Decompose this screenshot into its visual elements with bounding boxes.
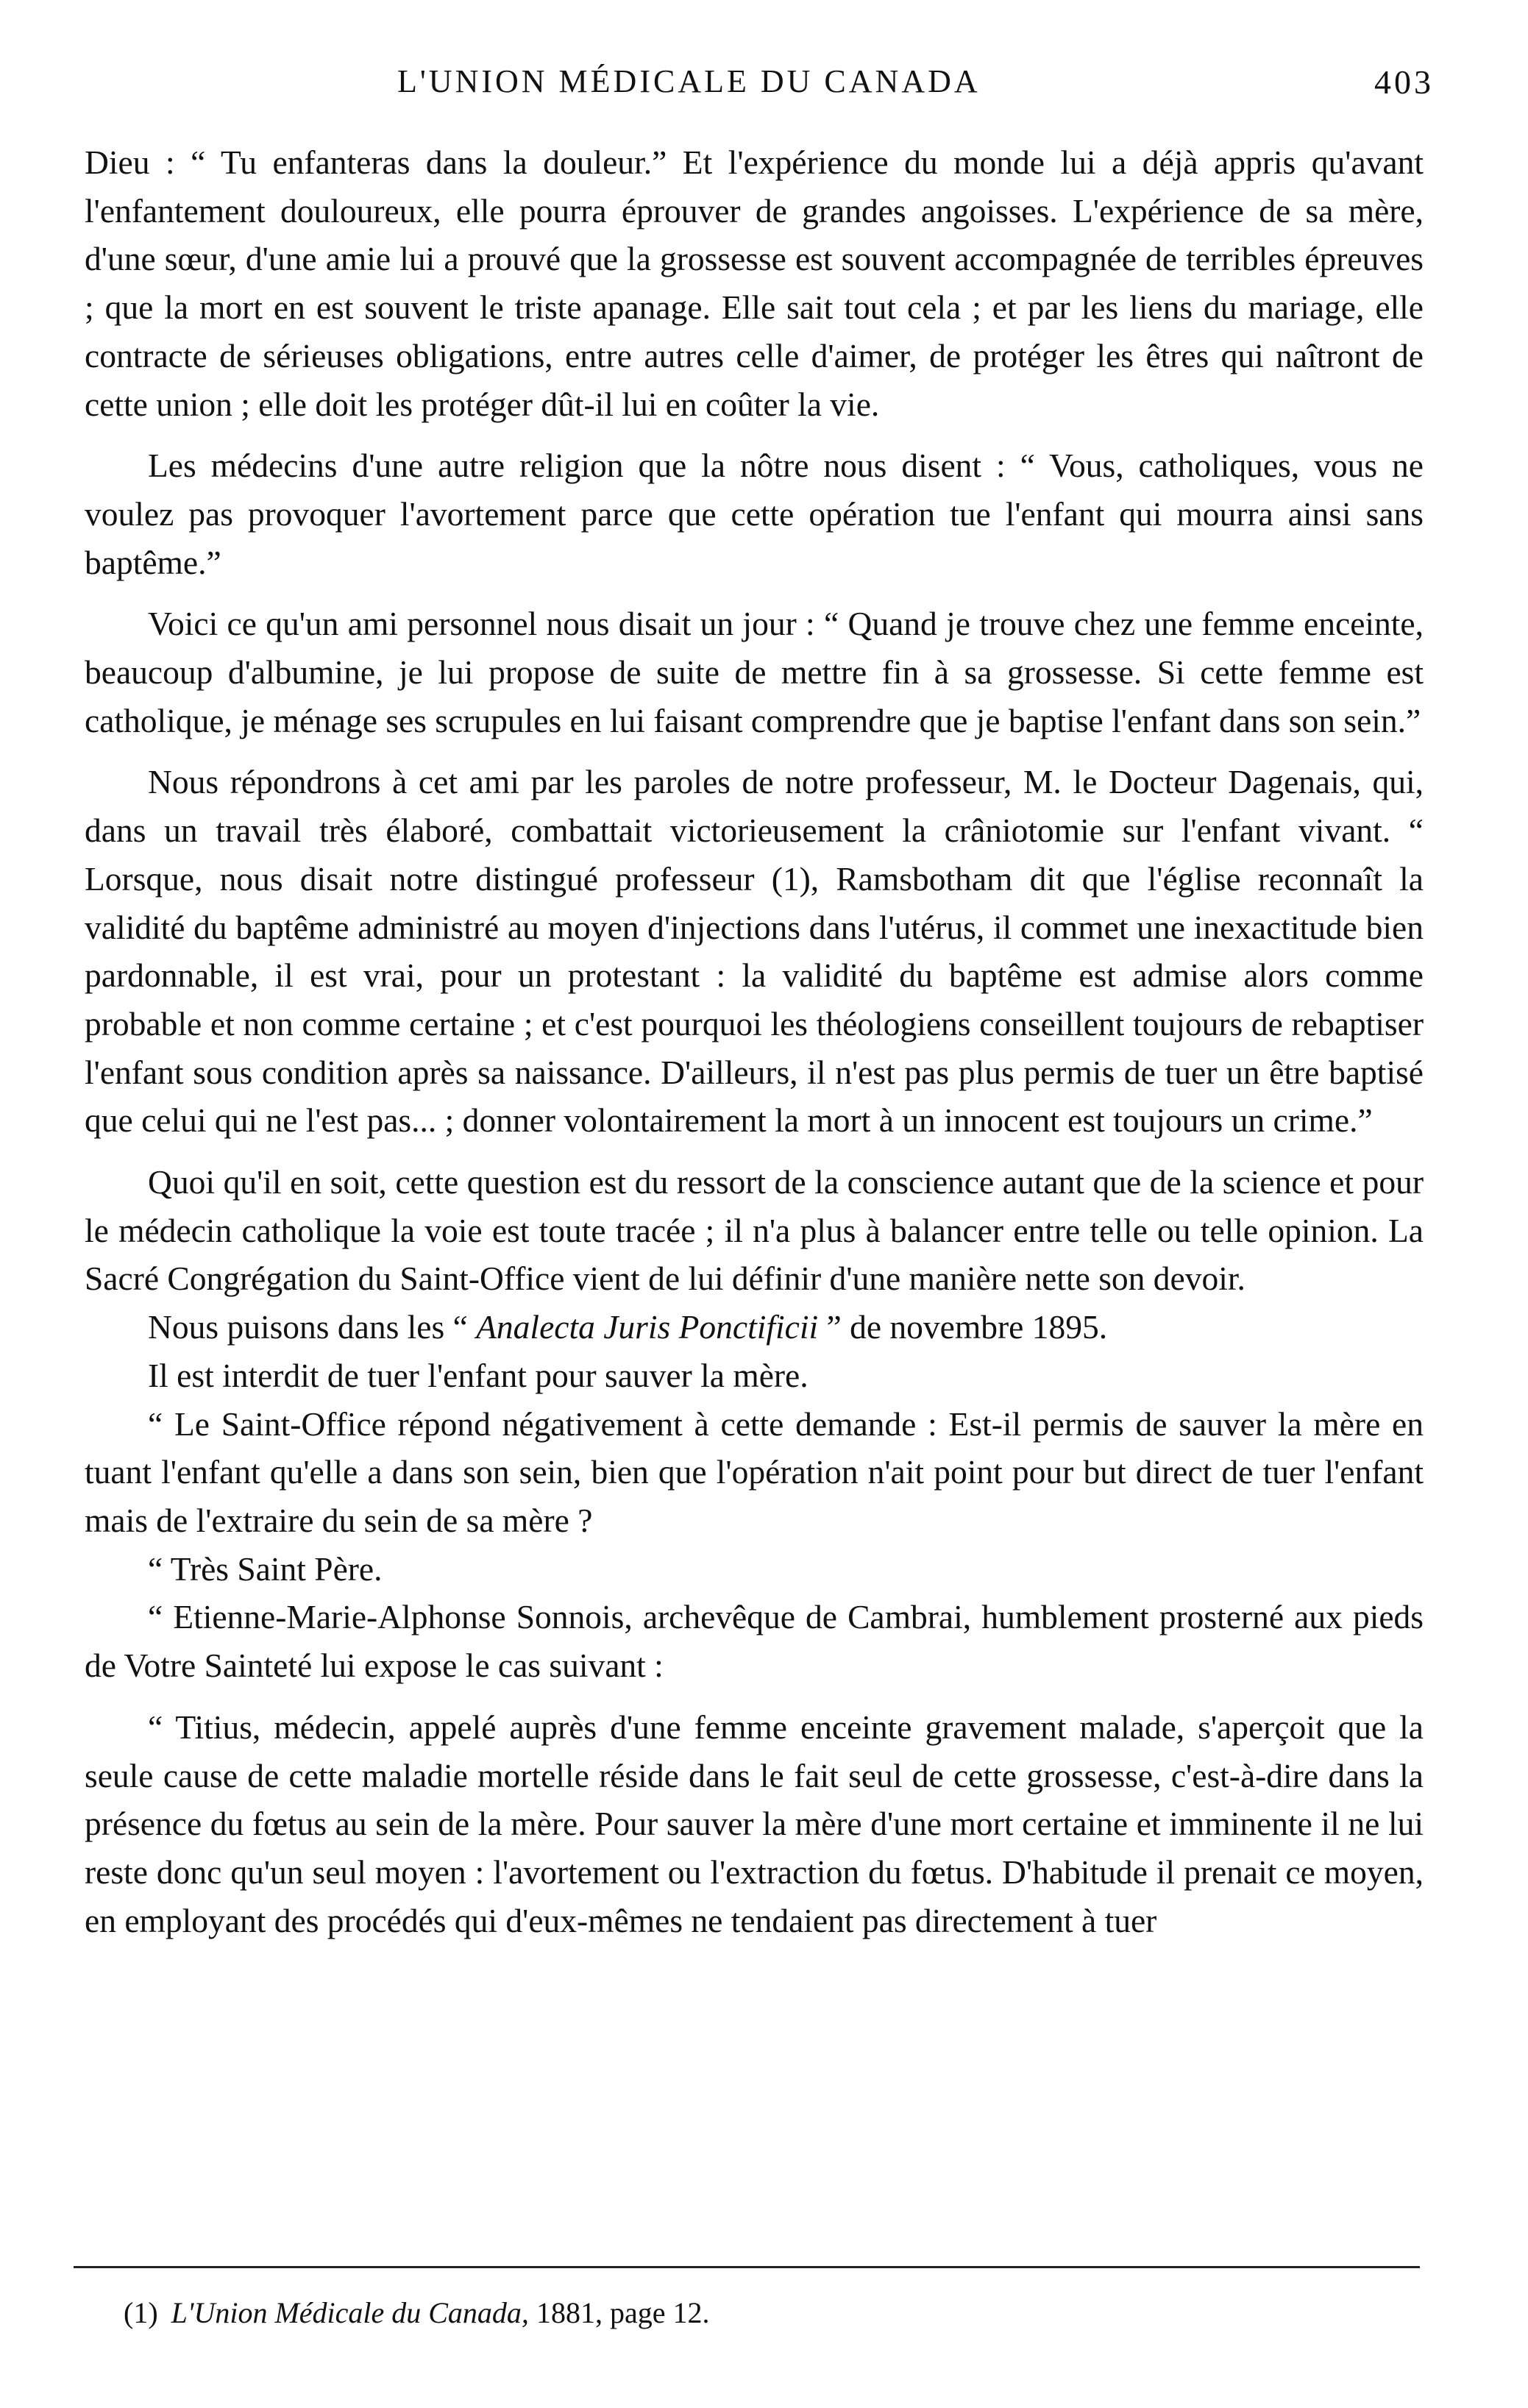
paragraph-8: “ Le Saint-Office répond négativement à cette demande : Est-il permis de sauver la mère en tuant l'enfant qu'elle a dans son sein, bien que l'opération n'ait point pour but direct de tuer l'enfant mais de l'extraire du sein de sa mère ?: [85, 1404, 1424, 1539]
paragraph-6-before: Nous puisons dans les “: [148, 1308, 477, 1346]
paragraph-6: [85, 1303, 1424, 1352]
running-header: [0, 63, 1528, 114]
footnote-divider: [74, 2266, 1420, 2268]
paragraph-10: “ Etienne-Marie-Alphonse Sonnois, archevêque de Cambrai, humblement prosterné aux pieds de Votre Sainteté lui expose le cas suivant :: [85, 1598, 1424, 1685]
paragraph-11: “ Titius, médecin, appelé auprès d'une femme enceinte gravement malade, s'aperçoit que la seule cause de cette maladie mortelle réside dans le fait seul de cette grossesse, c'est-à-dire dans la présence du fœtus au sein de la mère. Pour sauver la mère d'une mort certaine et imminente il ne lui reste donc qu'un seul moyen : l'avortement ou l'extraction du fœtus. D'habitude il prenait ce moyen, en employant des procédés qui d'eux-mêmes ne tendaient pas directement à tuer: [85, 1708, 1424, 1939]
paragraph-2: Les médecins d'une autre religion que la nôtre nous disent : “ Vous, catholiques, vous ne voulez pas provoquer l'avortement parce que cette opération tue l'enfant qui mourra ainsi sans baptême.”: [85, 447, 1424, 581]
paragraph-5: Quoi qu'il en soit, cette question est du ressort de la conscience autant que de la science et pour le médecin catholique la voie est toute tracée ; il n'a plus à balancer entre telle ou telle opinion. La Sacré Congrégation du Saint-Office vient de lui définir d'une manière nette son devoir.: [85, 1163, 1424, 1298]
paragraph-4: Nous répondrons à cet ami par les paroles de notre professeur, M. le Docteur Dagenais, qui, dans un travail très élaboré, combattait victorieusement la crâniotomie sur l'enfant vivant. “ Lorsque, nous disait notre distingué professeur (1), Ramsbotham dit que l'église reconnaît la validité du baptême administré au moyen d'injections dans l'utérus, il commet une inexactitude bien pardonnable, il est vrai, pour un protestant : la validité du baptême est admise alors comme probable et non comme certaine ; et c'est pourquoi les théologiens conseillent toujours de rebaptiser l'enfant sous condition après sa naissance. D'ailleurs, il n'est pas plus permis de tuer un être baptisé que celui qui ne l'est pas... ; donner volontairement la mort à un innocent est toujours un crime.”: [85, 763, 1424, 1140]
paragraph-3: Voici ce qu'un ami personnel nous disait un jour : “ Quand je trouve chez une femme enceinte, beaucoup d'albumine, je lui propose de suite de mettre fin à sa grossesse. Si cette femme est catholique, je ménage ses scrupules en lui faisant comprendre que je baptise l'enfant dans son sein.”: [85, 605, 1424, 739]
page-number: 403: [1374, 63, 1434, 101]
footnote: [124, 2294, 709, 2332]
journal-title: Analecta Juris Ponctificii: [476, 1308, 819, 1346]
body-text: [85, 138, 1424, 1944]
footnote-source: L'Union Médicale du Canada,: [171, 2296, 529, 2329]
paragraph-6-after: ” de novembre 1895.: [818, 1308, 1108, 1346]
footnote-marker: (1): [124, 2296, 158, 2329]
paragraph-7: Il est interdit de tuer l'enfant pour sauver la mère.: [148, 1356, 809, 1394]
running-title: L'UNION MÉDICALE DU CANADA: [397, 63, 981, 99]
paragraph-1: Dieu : “ Tu enfanteras dans la douleur.” Et l'expérience du monde lui a déjà appris qu'avant l'enfantement douloureux, elle pourra éprouver de grandes angoisses. L'expérience de sa mère, d'une sœur, d'une amie lui a prouvé que la grossesse est souvent accompagnée de terribles épreuves ; que la mort en est souvent le triste apanage. Elle sait tout cela ; et par les liens du mariage, elle contracte de sérieuses obligations, entre autres celle d'aimer, de protéger les êtres qui naîtront de cette union ; elle doit les protéger dût-il lui en coûter la vie.: [85, 143, 1424, 423]
paragraph-9: “ Très Saint Père.: [148, 1549, 383, 1588]
footnote-detail: 1881, page 12.: [536, 2296, 710, 2329]
